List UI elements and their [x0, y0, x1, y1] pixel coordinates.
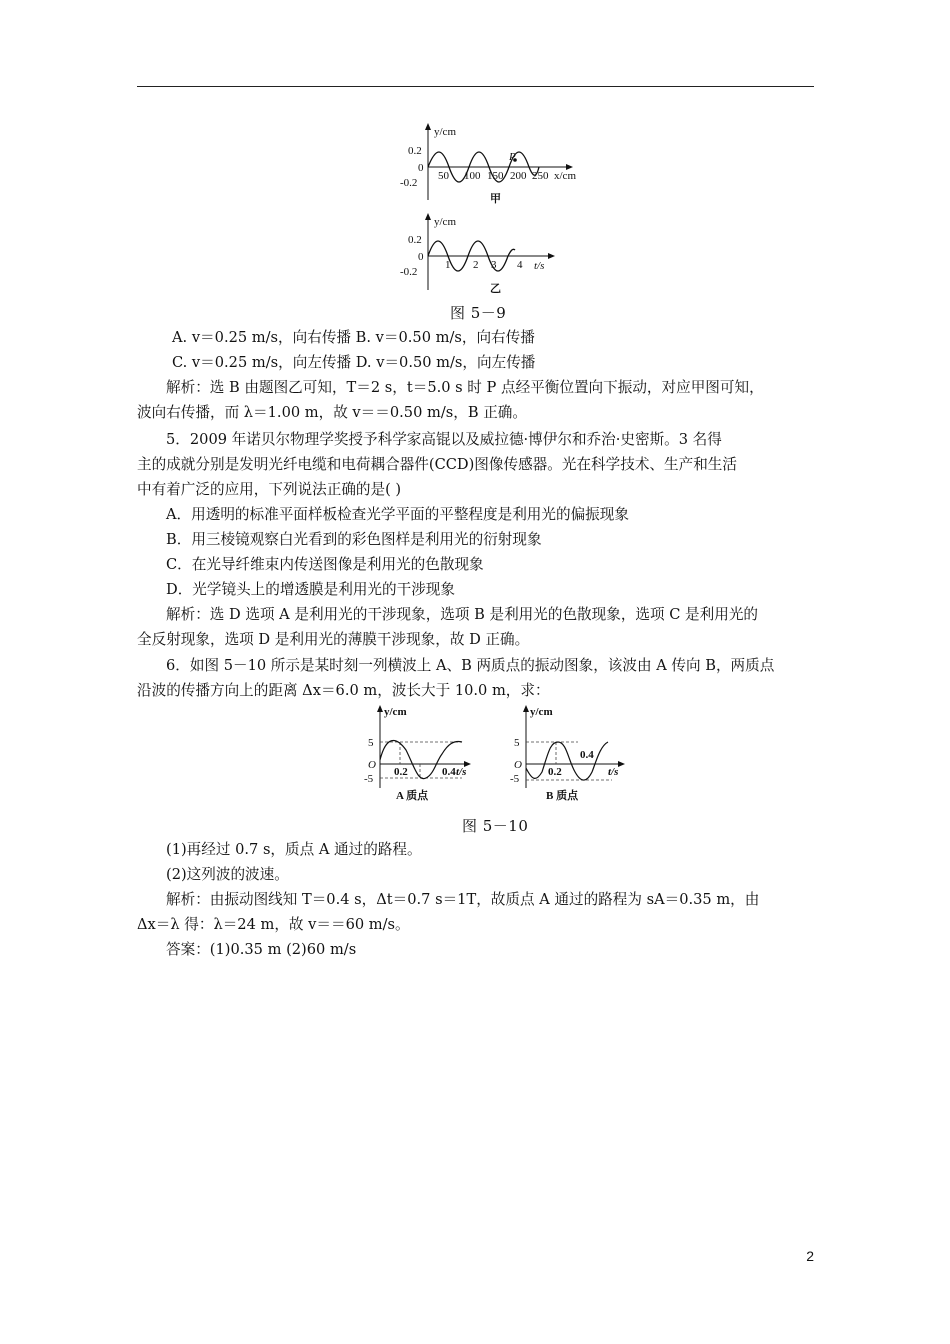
- figure-5-10-caption: 图 5－10: [462, 817, 529, 835]
- svg-text:0.2: 0.2: [408, 145, 422, 157]
- q6-sub-2: (2)这列波的波速。: [166, 866, 289, 883]
- svg-text:0.2: 0.2: [408, 234, 422, 246]
- header-rule: [137, 86, 814, 87]
- q5-stem-1: 5．2009 年诺贝尔物理学奖授予科学家高锟以及威拉德·博伊尔和乔治·史密斯。3 名得: [166, 431, 722, 448]
- svg-text:y/cm: y/cm: [530, 706, 553, 718]
- svg-text:t/s: t/s: [608, 766, 619, 778]
- page-number: 2: [806, 1248, 814, 1264]
- svg-text:200: 200: [510, 170, 527, 182]
- svg-text:5: 5: [368, 737, 374, 749]
- svg-text:0.4: 0.4: [442, 766, 456, 778]
- svg-text:-0.2: -0.2: [400, 266, 418, 278]
- svg-text:甲: 甲: [490, 193, 501, 205]
- q6-stem-2: 沿波的传播方向上的距离 Δx＝6.0 m，波长大于 10.0 m，求：: [137, 682, 550, 699]
- q5-stem-3: 中有着广泛的应用，下列说法正确的是( ): [137, 481, 402, 498]
- svg-text:x/cm: x/cm: [554, 170, 576, 182]
- q4-option-cd: C. v＝0.25 m/s，向左传播 D. v＝0.50 m/s，向左传播: [172, 354, 536, 371]
- y-axis-label: y/cm: [434, 126, 456, 138]
- svg-text:4: 4: [517, 259, 523, 271]
- q5-stem-2: 主的成就分别是发明光纤电缆和电荷耦合器件(CCD)图像传感器。光在科学技术、生产和生活: [137, 456, 737, 473]
- q6-answer: 答案：(1)0.35 m (2)60 m/s: [166, 941, 357, 958]
- q5-option-c: C．在光导纤维束内传送图像是利用光的色散现象: [166, 556, 484, 573]
- q5-analysis-1: 解析：选 D 选项 A 是利用光的干涉现象，选项 B 是利用光的色散现象，选项 C 是利用光的: [166, 606, 759, 623]
- svg-text:y/cm: y/cm: [384, 706, 407, 718]
- svg-text:5: 5: [514, 737, 520, 749]
- svg-text:-5: -5: [364, 773, 374, 785]
- svg-text:2: 2: [473, 259, 479, 271]
- svg-text:O: O: [368, 759, 376, 771]
- q4-analysis-2: 波向右传播，而 λ＝1.00 m，故 v＝＝0.50 m/s，B 正确。: [137, 404, 527, 421]
- svg-text:y/cm: y/cm: [434, 216, 456, 228]
- svg-text:A 质点: A 质点: [396, 790, 429, 802]
- q6-analysis-1: 解析：由振动图线知 T＝0.4 s，Δt＝0.7 s＝1T，故质点 A 通过的路程为 sA＝0.35 m，由: [166, 891, 760, 908]
- svg-text:250: 250: [532, 170, 549, 182]
- q5-analysis-2: 全反射现象，选项 D 是利用光的薄膜干涉现象，故 D 正确。: [137, 631, 530, 648]
- q6-sub-1: (1)再经过 0.7 s，质点 A 通过的路程。: [166, 841, 422, 858]
- svg-text:1: 1: [445, 259, 451, 271]
- q4-option-ab: A. v＝0.25 m/s，向右传播 B. v＝0.50 m/s，向右传播: [172, 329, 535, 346]
- b-vibration-curve: [526, 742, 608, 780]
- svg-text:0.2: 0.2: [548, 766, 562, 778]
- q6-analysis-2: Δx＝λ 得：λ＝24 m，故 v＝＝60 m/s。: [137, 916, 410, 933]
- svg-text:-5: -5: [510, 773, 520, 785]
- q6-stem-1: 6．如图 5－10 所示是某时刻一列横波上 A、B 两质点的振动图象，该波由 A 传向 B，两质点: [166, 657, 775, 674]
- svg-text:B 质点: B 质点: [546, 790, 579, 802]
- figure-5-9-caption: 图 5－9: [450, 304, 507, 322]
- svg-text:3: 3: [491, 259, 497, 271]
- q4-analysis-1: 解析：选 B 由题图乙可知，T＝2 s，t＝5.0 s 时 P 点经平衡位置向下振动，对应甲图可知，: [166, 379, 764, 396]
- svg-text:乙: 乙: [490, 283, 501, 295]
- svg-text:O: O: [514, 759, 522, 771]
- svg-text:0: 0: [418, 251, 424, 263]
- svg-text:100: 100: [464, 170, 481, 182]
- svg-text:0: 0: [418, 162, 424, 174]
- q5-option-b: B．用三棱镜观察白光看到的彩色图样是利用光的衍射现象: [166, 531, 542, 548]
- svg-text:50: 50: [438, 170, 449, 182]
- svg-text:0.2: 0.2: [394, 766, 408, 778]
- svg-text:t/s: t/s: [456, 766, 467, 778]
- svg-text:P: P: [509, 151, 516, 163]
- svg-text:t/s: t/s: [534, 260, 545, 272]
- q5-option-a: A．用透明的标准平面样板检查光学平面的平整程度是利用光的偏振现象: [166, 506, 629, 523]
- svg-text:0.4: 0.4: [580, 749, 594, 761]
- figure-5-9-vibration: [398, 212, 598, 298]
- svg-text:150: 150: [487, 170, 504, 182]
- figure-5-10-b: [508, 702, 630, 806]
- figure-5-10-a: [360, 702, 472, 806]
- svg-text:-0.2: -0.2: [400, 177, 418, 189]
- q5-option-d: D．光学镜头上的增透膜是利用光的干涉现象: [166, 581, 455, 598]
- figure-5-9-wave: [398, 122, 598, 206]
